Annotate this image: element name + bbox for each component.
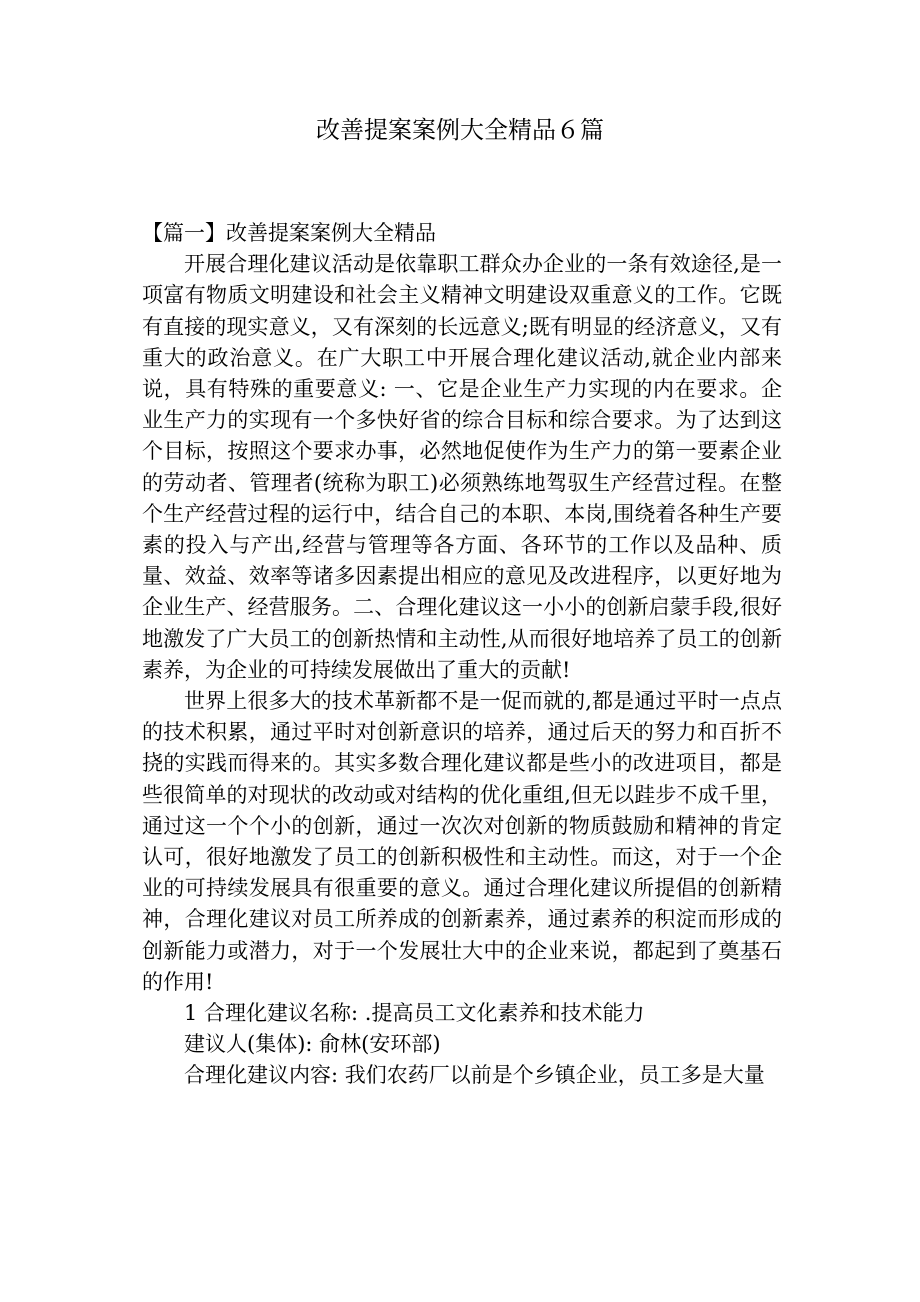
section-heading: 【篇一】改善提案案例大全精品 — [142, 221, 436, 245]
suggestion-content-line: 合理化建议内容: 我们农药厂以前是个乡镇企业，员工多是大量 — [184, 1063, 765, 1088]
document-title: 改善提案案例大全精品６篇 — [316, 116, 604, 144]
suggestion-name-line: 1 合理化建议名称: .提高员工文化素养和技术能力 — [184, 1001, 645, 1026]
suggester-line: 建议人(集体): 俞林(安环部) — [184, 1032, 441, 1057]
paragraph-1: 开展合理化建议活动是依靠职工群众办企业的一条有效途径,是一项富有物质文明建设和社会主义精神文明建设双重意义的工作。它既有直接的现实意义，又有深刻的长远意义;既有明显的经济意义，又有重大的政治意义。在广大职工中开展合理化建议活动,就企业内部来说，具有特殊的重要意义: 一、它是企业生产力实现的内在要求。企业生产力的实现有一个多快好省的综合目标和综合要求。为了达到这个目标，按照这个要求办事，必然地促使作为生产力的第一要素企业的劳动者、管理者(统称为职工)必须熟练地驾驭生产经营过程。在整个生产经营过程的运行中，结合自己的本职、本岗,围绕着各种生产要素的投入与产出,经营与管理等各方面、各环节的工作以及品种、质量、效益、效率等诸多因素提出相应的意见及改进程序，以更好地为企业生产、经营服务。二、合理化建议这一小小的创新启蒙手段,很好地激发了广大员工的创新热情和主动性,从而很好地培养了员工的创新素养，为企业的可持续发展做出了重大的贡献! — [142, 252, 782, 682]
paragraph-2: 世界上很多大的技术革新都不是一促而就的,都是通过平时一点点的技术积累，通过平时对创新意识的培养，通过后天的努力和百折不挠的实践而得来的。其实多数合理化建议都是些小的改进项目，都是些很简单的对现状的改动或对结构的优化重组,但无以跬步不成千里，通过这一个个小的创新，通过一次次对创新的物质鼓励和精神的肯定认可，很好地激发了员工的创新积极性和主动性。而这，对于一个企业的可持续发展具有很重要的意义。通过合理化建议所提倡的创新精神，合理化建议对员工所养成的创新素养，通过素养的积淀而形成的创新能力或潜力，对于一个发展壮大中的企业来说，都起到了奠基石的作用! — [142, 689, 782, 994]
document-body — [142, 218, 782, 1092]
